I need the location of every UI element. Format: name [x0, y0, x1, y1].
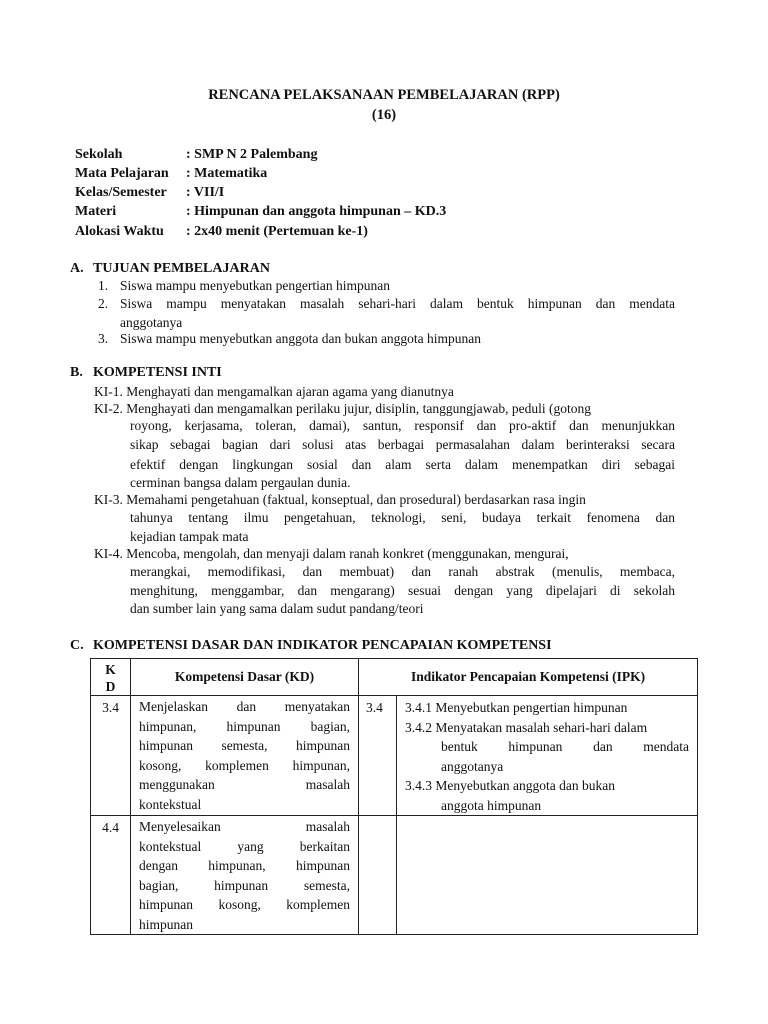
table-header-row [91, 659, 698, 696]
ki-text: royong, kerjasama, toleran, damai), santun, responsif dan pro-aktif dan menunjukkan [130, 418, 675, 433]
ki-text: efektif dengan lingkungan sosial dan alam serta dalam menempatkan diri sebagai [130, 457, 675, 472]
ipk-text: bentuk himpunan dan mendata [441, 739, 690, 754]
info-key: Mata Pelajaran [75, 166, 169, 181]
section-letter: A. [70, 261, 84, 276]
info-value: : Himpunan dan anggota himpunan – KD.3 [186, 204, 447, 219]
ki-text: KI-3. Memahami pengetahuan (faktual, konseptual, dan prosedural) berdasarkan rasa ingin [94, 492, 586, 507]
kd-line: menggunakan masalah [139, 777, 350, 792]
ki-text: sikap sebagai bagian dari solusi atas berbagai permasalahan dalam berinteraksi secara [130, 437, 675, 452]
header-ipk: Indikator Pencapaian Kompetensi (IPK) [359, 659, 698, 696]
ipk-text: anggota himpunan [441, 797, 542, 813]
list-number: 1. [98, 278, 109, 293]
ipk-kd-number [359, 816, 397, 935]
header-kd-line: D [105, 678, 116, 694]
ki-text: tahunya tentang ilmu pengetahuan, teknologi, seni, budaya terkait fenomena dan [130, 510, 675, 525]
ipk-text: Menyebutkan pengertian himpunan [435, 700, 628, 715]
ipk-text: anggotanya [441, 758, 504, 774]
ki-text: KI-1. Menghayati dan mengamalkan ajaran agama yang dianutnya [94, 384, 454, 399]
document-subtitle: (16) [371, 107, 397, 123]
kd-description [131, 696, 359, 816]
ki-text: merangkai, memodifikasi, dan membuat) dan ranah abstrak (menulis, membaca, [130, 564, 675, 579]
ipk-text: Menyatakan masalah sehari-hari dalam [435, 719, 648, 735]
ki-text: cerminan bangsa dalam pergaulan dunia. [130, 475, 351, 490]
section-title: KOMPETENSI DASAR DAN INDIKATOR PENCAPAIAN KOMPETENSI [93, 638, 552, 653]
section-c-heading [70, 638, 552, 654]
info-value: : VII/I [186, 185, 225, 200]
section-title: KOMPETENSI INTI [93, 365, 222, 380]
document-title: RENCANA PELAKSANAAN PEMBELAJARAN (RPP) [208, 87, 560, 103]
kd-line: himpunan [139, 916, 193, 932]
ipk-kd-number: 3.4 [359, 696, 397, 816]
section-letter: C. [70, 638, 84, 653]
info-key: Alokasi Waktu [75, 224, 164, 239]
kd-number: 4.4 [91, 816, 131, 935]
kd-line: kontekstual yang berkaitan [139, 838, 350, 854]
info-value: : SMP N 2 Palembang [186, 147, 318, 162]
objective-text: anggotanya [120, 315, 183, 330]
objective-text: Siswa mampu menyebutkan pengertian himpunan [120, 278, 390, 293]
table-row [91, 816, 698, 935]
info-key: Materi [75, 204, 117, 219]
kd-description [131, 816, 359, 935]
kd-line: kontekstual [139, 796, 202, 812]
ki-text: kejadian tampak mata [130, 529, 249, 544]
ipk-number: 3.4.3 [405, 778, 432, 793]
kd-line: Menjelaskan dan menyatakan [139, 699, 350, 714]
info-key: Kelas/Semester [75, 185, 167, 200]
ki-text: dan sumber lain yang sama dalam sudut pandang/teori [130, 601, 424, 616]
kd-line: bagian, himpunan semesta, [139, 877, 350, 893]
info-value: : Matematika [186, 166, 268, 181]
kd-ipk-table [90, 658, 698, 935]
info-value: : 2x40 menit (Pertemuan ke-1) [186, 224, 368, 239]
ipk-item [405, 776, 689, 796]
ki-text: KI-4. Mencoba, mengolah, dan menyaji dalam ranah konkret (menggunakan, mengurai, [94, 546, 569, 561]
section-title: TUJUAN PEMBELAJARAN [93, 261, 270, 276]
header-kompetensi-dasar: Kompetensi Dasar (KD) [131, 659, 359, 696]
ipk-list [397, 696, 698, 816]
table-row [91, 696, 698, 816]
section-a-heading [70, 261, 270, 277]
kd-line: himpunan kosong, komplemen [139, 897, 350, 912]
kd-line: himpunan semesta, himpunan [139, 738, 350, 753]
ipk-number: 3.4.2 [405, 719, 432, 735]
kd-line: kosong, komplemen himpunan, [139, 757, 350, 773]
ipk-item [405, 718, 689, 738]
list-number: 2. [98, 296, 109, 311]
header-kd [91, 659, 131, 696]
kd-line: Menyelesaikan masalah [139, 819, 350, 834]
section-b-heading [70, 365, 222, 381]
info-key: Sekolah [75, 147, 123, 162]
ipk-number: 3.4.1 [405, 700, 432, 715]
header-kd-line: K [105, 661, 116, 677]
kd-line: dengan himpunan, himpunan [139, 858, 350, 873]
kd-line: himpunan, himpunan bagian, [139, 718, 350, 734]
kd-number: 3.4 [91, 696, 131, 816]
objective-text: Siswa mampu menyatakan masalah sehari-hari dalam bentuk himpunan dan mendata [120, 296, 675, 311]
ki-text: KI-2. Menghayati dan mengamalkan perilaku jujur, disiplin, tanggungjawab, peduli (gotong [94, 401, 591, 416]
ipk-list [397, 816, 698, 935]
ki-text: menghitung, menggambar, dan mengarang) sesuai dengan yang dipelajari di sekolah [130, 583, 675, 598]
objective-text: Siswa mampu menyebutkan anggota dan bukan anggota himpunan [120, 331, 482, 346]
ipk-item [405, 698, 689, 718]
section-letter: B. [70, 365, 83, 380]
ipk-text: Menyebutkan anggota dan bukan [435, 778, 615, 793]
list-number: 3. [98, 331, 109, 346]
